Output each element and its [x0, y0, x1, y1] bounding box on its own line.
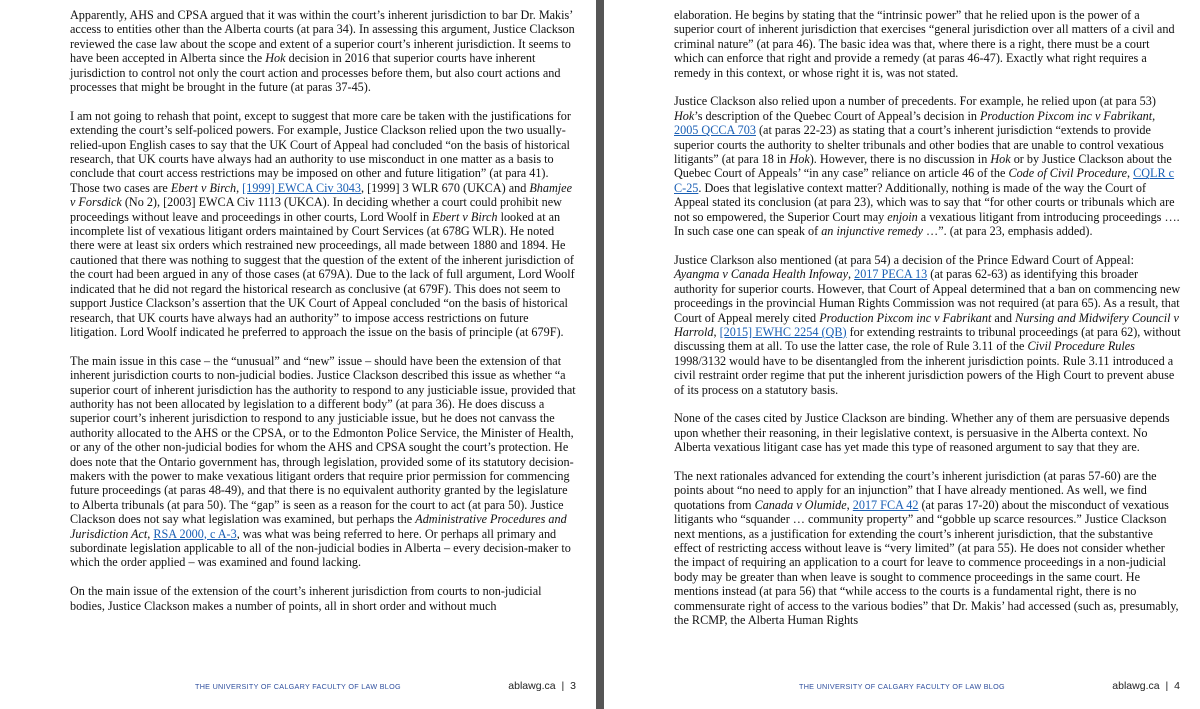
page-text-left — [70, 8, 578, 627]
text-run: (at paras 22-23) as stating that a court’s inherent jurisdiction “extends to provide superior courts the authority to shelter tribunals and other bodies that are unable to control vexatious litigants” (at para 18 in — [674, 123, 1164, 167]
italic-text: Ayangma v Canada Health Infoway — [674, 267, 848, 282]
paragraph — [70, 354, 578, 570]
text-run: , — [236, 180, 243, 195]
footer-site: ablawg.ca — [1112, 680, 1160, 692]
page-footer-left — [0, 680, 596, 702]
text-run: (at paras 17-20) about the misconduct of vexatious litigants who “squander … community property” and “gobble up scarce resources.” Justice Clackson next mentions, as a justification for extending the court’s inherent jurisdiction, that the substantive effect of restricting access without leave is “very limited” (at para 55). He does not consider whether the impact of requiring an application to a court for leave to commence proceedings in a non-judicial body may be greater than when leave is sought to commence proceedings in the same court. He mentions instead (at para 56) that “while access to the courts is a fundamental right, there is no commensurate right of access to the various bodies” that Dr. Makis’ had accessed (such as, presumably, the RCMP, the Alberta Human Rights — [674, 497, 1179, 627]
italic-text: Production Pixcom inc v Fabrikant — [979, 108, 1153, 123]
text-run: elaboration. He begins by stating that the “intrinsic power” that he relied upon is the power of a superior court of inherent jurisdiction that exercises “general jurisdiction over all matters of a civil and criminal nature” (at para 46). The basic idea was that, where there is a right, there must be a court which can enforce that right and provide a remedy (at paras 46-47). Exactly what right requires a remedy in this context, or whose right it is, was not stated. — [674, 8, 1175, 80]
citation-link[interactable]: CQLR c C-25 — [674, 166, 1175, 195]
text-run: …”. (at para 23, emphasis added). — [922, 224, 1093, 239]
italic-text: an injunctive remedy — [821, 224, 923, 239]
page-right — [604, 0, 1200, 709]
citation-link[interactable]: [2015] EWHC 2254 (QB) — [719, 324, 847, 339]
page-number: 3 — [570, 680, 576, 692]
italic-text: Code of Civil Procedure — [1008, 166, 1128, 181]
text-run: or by Justice Clackson about the Quebec Court of Appeals’ “in any case” reliance on article 46 of the — [674, 152, 1172, 181]
citation-link[interactable]: 2005 QCCA 703 — [674, 123, 756, 138]
text-run: (at paras 62-63) as identifying this broader authority for superior courts. However, that Court of Appeal determined that a ban on commencing new proceedings in the provincial Human Rights Commission was not required (at para 65). As a result, that Court of Appeal merely cited — [674, 267, 1181, 325]
text-run: , [1999] 3 WLR 670 (UKCA) and — [361, 180, 530, 195]
text-run: , — [147, 526, 154, 541]
text-run: Justice Clackson also relied upon a number of precedents. For example, he relied upon (at para 53) — [674, 94, 1156, 109]
paragraph — [70, 8, 578, 94]
italic-text: Bhamjee v Forsdick — [70, 180, 572, 210]
footer-blog-name: THE UNIVERSITY OF CALGARY FACULTY OF LAW BLOG — [799, 682, 1005, 691]
paragraph — [674, 411, 1182, 454]
text-run: 1998/3132 would have to be disentangled from the inherent jurisdiction points. Rule 3.11 introduced a civil restraint order regime that put the inherent jurisdiction powers of the High Court to prevent abuse of its process on a statutory basis. — [674, 353, 1175, 397]
text-run: ). However, there is no discussion in — [809, 152, 991, 167]
italic-text: Ebert v Birch — [432, 209, 498, 224]
text-run: . Does that legislative context matter? Additionally, nothing is made of the way the Court of Appeal stated its conclusion (at para 23), which was to say that “for other courts or tribunals which are not so empowered, the Superior Court may — [674, 180, 1175, 224]
citation-link[interactable]: 2017 PECA 13 — [854, 267, 928, 282]
footer-page-number-left — [508, 680, 576, 692]
italic-text: Hok — [990, 152, 1011, 167]
text-run: On the main issue of the extension of the court’s inherent jurisdiction from courts to non-judicial bodies, Justice Clackson makes a number of points, all in short order and without much — [70, 584, 542, 613]
text-run: ’s description of the Quebec Court of Appeal’s decision in — [694, 108, 980, 123]
text-run: and — [991, 310, 1016, 325]
italic-text: Civil Procedure Rules — [1027, 339, 1135, 354]
text-run: , — [713, 324, 720, 339]
text-run: looked at an incomplete list of vexatious litigant orders maintained by Court Services (at 678G WLR). He noted there were at least six orders which restrained new proceedings, all made between 1880 and 1894. He cautioned that there was nothing to suggest that the question of the extent of the inherent jurisdiction of the court had been argued in any of those cases (at 679A). Due to the lack of full argument, Lord Woolf indicated that he did not regard the historical research as conclusive (at 679F). This does not seem to support Justice Clackson’s assertion that the UK Court of Appeal concluded “on the basis of historical research, that UK courts have always had an authority” to impose access restrictions on future litigation. Lord Woolf indicated he preferred to approach the issue on the basis of principle (at 679F). — [70, 209, 575, 339]
footer-blog-name: THE UNIVERSITY OF CALGARY FACULTY OF LAW BLOG — [195, 682, 401, 691]
page-left — [0, 0, 596, 709]
paragraph — [674, 94, 1182, 238]
footer-separator: | — [561, 680, 565, 692]
paragraph — [70, 109, 578, 340]
footer-page-number-right — [1112, 680, 1180, 692]
text-run: , was what was being referred to here. Or perhaps all primary and subordinate legislation applicable to all of the non-judicial bodies in Alberta – every decision-maker to which the order applied – was examined and found lacking. — [70, 526, 571, 570]
citation-link[interactable]: [1999] EWCA Civ 3043 — [242, 180, 361, 195]
italic-text: Hok — [674, 108, 695, 123]
italic-text: enjoin — [887, 209, 918, 224]
text-run: , — [1152, 108, 1156, 123]
italic-text: Administrative Procedures and Jurisdiction Act — [70, 512, 567, 541]
footer-separator: | — [1165, 680, 1169, 692]
text-run: None of the cases cited by Justice Clackson are binding. Whether any of them are persuasive depends upon whether their reasoning, in their legislative context, is persuasive in the Alberta context. No Alberta vexatious litigant case has yet made this type of reasoned argument to say that they are. — [674, 411, 1170, 455]
text-run: decision in 2016 that superior courts have inherent jurisdiction to control not only the court action and processes before them, but also court actions and processes that might be brought in the future (at paras 37-45). — [70, 51, 561, 95]
text-run: The next rationales advanced for extending the court’s inherent jurisdiction (at paras 57-60) are the points about “no need to apply for an injunction” that I have already mentioned. As well, we find quotations from — [674, 468, 1157, 512]
text-run: , — [846, 497, 853, 512]
paragraph — [674, 469, 1182, 627]
page-gutter — [596, 0, 604, 709]
page-footer-right — [604, 680, 1200, 702]
text-run: (No 2), [2003] EWCA Civ 1113 (UKCA). In deciding whether a court could prohibit new proceedings without leave and proceedings in other courts, Lord Woolf in — [70, 195, 562, 224]
italic-text: Canada v Olumide — [754, 497, 847, 512]
text-run: Apparently, AHS and CPSA argued that it was within the court’s inherent jurisdiction to bar Dr. Makis’ access to entities other than the Alberta courts (at para 34). In assessing this argument, Justice Clackson reviewed the case law about the scope and extent of a superior court’s inherent jurisdiction. It seems to have been accepted in Alberta since the — [70, 8, 575, 66]
text-run: for extending restraints to tribunal proceedings (at para 62), without discussing them at all. To use the latter case, the role of Rule 3.11 of the — [674, 324, 1181, 354]
paragraph — [674, 253, 1182, 397]
text-run: The main issue in this case – the “unusual” and “new” issue – should have been the extension of that inherent jurisdiction courts to non-judicial bodies. Justice Clackson described this issue as whether “a superior court of inherent jurisdiction has the authority to respond to any justiciable issue, provided that authority has not been allocated by legislation to a different body” (at para 36). He does discuss a superior court’s inherent jurisdiction to respond to any justiciable issue, but he does not canvass the authority allocated to the AHS or the CPSA, or to the Edmonton Police Service, the Minister of Health, or any of the other non-judicial bodies for whom the AHS and CPSA sought the court’s protection. He does note that the Ontario government has, through legislation, provided some of its statutory decision-makers with the power to make vexatious litigant orders that require prior permission for commencing future proceedings (at paras 48-49), and that there is no equivalent authority granted by the legislature to Alberta tribunals (at para 50). The “gap” is seen as a reason for the court to act (at para 50). Justice Clackson does not say what legislation was examined, but perhaps the — [70, 353, 576, 527]
italic-text: Production Pixcom inc v Fabrikant — [819, 310, 992, 325]
italic-text: Ebert v Birch — [170, 180, 237, 195]
paragraph — [674, 8, 1182, 80]
page-number: 4 — [1174, 680, 1180, 692]
italic-text: Nursing and Midwifery Council v Harrold — [674, 310, 1179, 339]
text-run: I am not going to rehash that point, except to suggest that more care be taken with the justifications for extending the court’s self-policed powers. For example, Justice Clackson relied upon the two usually-relied-upon English cases to say that the UK Court of Appeal had concluded “on the basis of historical research, that UK courts have always had an authority to use misconduct in one matter as a basis to conclude that court access restrictions may be imposed on other and future litigation” (at para 41). Those two cases are — [70, 108, 571, 195]
citation-link[interactable]: 2017 FCA 42 — [852, 497, 919, 512]
text-run: a vexatious litigant from introducing proceedings …. In such case one can speak of — [674, 209, 1180, 239]
text-run: , — [1127, 166, 1134, 181]
footer-site: ablawg.ca — [508, 680, 556, 692]
paragraph — [70, 584, 578, 613]
page-text-right — [674, 8, 1182, 642]
citation-link[interactable]: RSA 2000, c A-3 — [153, 526, 237, 541]
text-run: Justice Clarkson also mentioned (at para 54) a decision of the Prince Edward Court of Appeal: — [674, 252, 1134, 267]
text-run: , — [848, 267, 855, 282]
italic-text: Hok — [789, 152, 810, 167]
italic-text: Hok — [265, 51, 286, 66]
